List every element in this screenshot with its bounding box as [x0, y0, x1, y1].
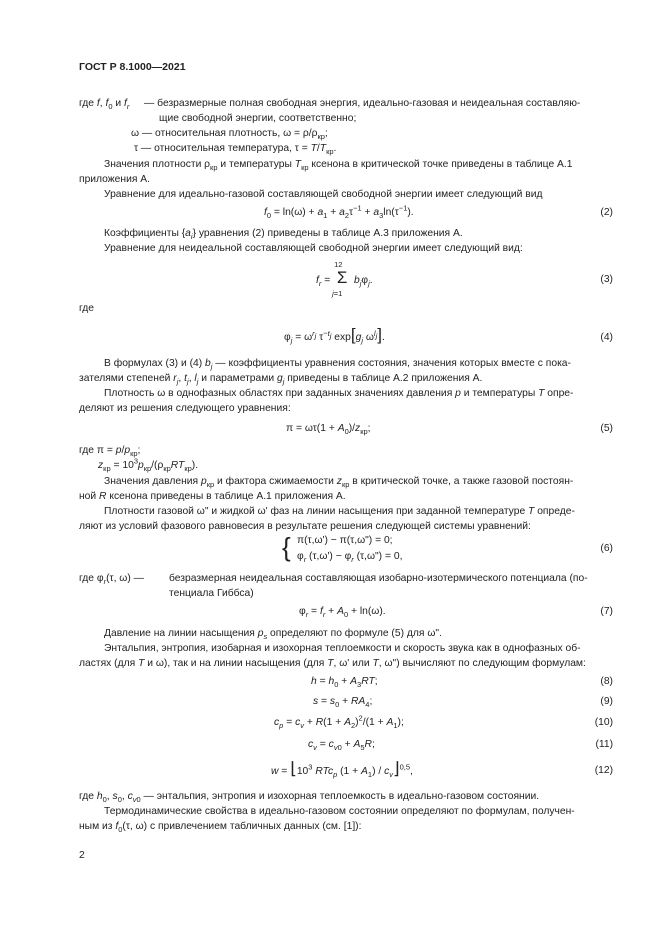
- eq-number-7: (7): [600, 606, 613, 617]
- paragraph-9: Давление на линии насыщения $p_s$ определяют по формуле (5) для ω".: [104, 628, 442, 642]
- equation-9: $s = s_0 + RA_4$;: [313, 696, 373, 710]
- eq-number-11: (11): [595, 739, 613, 750]
- equation-11: $c_v = c_{v0} + A_5R$;: [308, 739, 375, 753]
- paragraph-12a: Термодинамические свойства в идеально-газовом состоянии определяют по формулам, получен-: [104, 806, 575, 817]
- paragraph-8a: Плотности газовой ω" и жидкой ω' фаз на линии насыщения при заданной температуре T опреде-: [104, 506, 575, 517]
- equation-6a: π(τ,ω') − π(τ,ω") = 0;: [297, 535, 393, 546]
- eq-number-10: (10): [594, 717, 613, 728]
- paragraph-7b: ной R ксенона приведены в таблице А.1 приложения А.: [79, 491, 346, 502]
- eq-number-9: (9): [600, 696, 613, 707]
- paragraph-12b: ным из $f_0(\tau$, ω) с привлечением табличных данных (см. [1]):: [79, 821, 362, 835]
- paragraph-1b: приложения А.: [79, 174, 151, 185]
- eq-number-5: (5): [600, 423, 613, 434]
- equation-10: $c_p = c_v + R(1 + A_2)^2/(1 + A_1)$;: [274, 713, 404, 731]
- phi-description-b: тенциала Гиббса): [169, 588, 254, 599]
- defs-omega: ω — относительная плотность, $\omega = \rho/\rho_{кр}$;: [131, 128, 328, 142]
- defs-f-cont: щие свободной энергии, соответственно;: [159, 113, 357, 124]
- eq-number-6: (6): [600, 543, 613, 554]
- equation-3: $f_r$ = 12 Σ j=1 $b_j\varphi_j$.: [316, 260, 373, 298]
- eq-number-2: (2): [600, 207, 613, 218]
- paragraph-11: где $h_0$, $s_0$, $c_{v0}$ — энтальпия, энтропия и изохорная теплоемкость в идеально-газовом состоянии.: [79, 791, 540, 805]
- paragraph-6b: деляют из решения следующего уравнения:: [79, 403, 291, 414]
- where-1: где: [79, 303, 95, 314]
- defs-tau: τ — относительная температура, $\tau = T/T_{кр}$.: [134, 143, 337, 157]
- defs-f: — безразмерные полная свободная энергия, идеально-газовая и неидеальная составляю-: [144, 98, 581, 109]
- equation-8: $h = h_0 + A_3RT$;: [311, 676, 378, 690]
- paragraph-4: Уравнение для неидеальной составляющей свободной энергии имеет следующий вид:: [104, 243, 523, 254]
- paragraph-10a: Энтальпия, энтропия, изобарная и изохорная теплоемкости и скорость звука как в однофазных об-: [104, 643, 581, 654]
- eq-number-8: (8): [600, 676, 613, 687]
- system-brace: {: [282, 532, 291, 562]
- phi-description-a: безразмерная неидеальная составляющая изобарно-изотермического потенциала (по-: [169, 573, 588, 584]
- where-3: где $\varphi_r(\tau$, ω) —: [79, 573, 144, 587]
- page-number: 2: [79, 850, 85, 861]
- defs-intro: где f, $f_0$ и $f_r$: [79, 98, 130, 112]
- paragraph-5a: В формулах (3) и (4) $b_j$ — коэффициенты уравнения состояния, значения которых вместе с пока-: [104, 358, 571, 372]
- equation-12: $w = ⌊10^3$ RTc$_p$ $(1 + A_1)$ / $c_v⌋^{0,5}$,: [271, 759, 413, 780]
- zkr-definition: $z_{кр} = 10^3p_{кр}/(\rho_{кр}RT_{кр})$.: [98, 456, 199, 474]
- equation-5: $\pi = \omega\tau(1 + A_0)/z_{кр}$;: [286, 423, 371, 437]
- equation-4: $\varphi_j = \omega^{r_j}$ $\tau^{-t_j}$ $\exp[g_j$ $\omega^{l_j}$].: [284, 325, 385, 346]
- paragraph-1a: Значения плотности $\rho_{кр}$ и температуры $T_{кр}$ ксенона в критической точке приведены в таблице А.1: [104, 159, 573, 173]
- paragraph-5b: зателями степеней $r_j$, $t_j$, $l_j$ и параметрами $g_j$ приведены в таблице А.2 приложения А.: [79, 373, 483, 387]
- equation-7: $\varphi_r = f_r + A_0 + \ln(\omega)$.: [299, 606, 386, 620]
- eq-number-12: (12): [594, 765, 613, 776]
- paragraph-10b: ластях (для T и ω), так и на линии насыщения (для T, ω' или T, ω") вычисляют по следующим формулам:: [79, 658, 586, 669]
- paragraph-6a: Плотность ω в однофазных областях при заданных значениях давления p и температуры T опре-: [104, 388, 574, 399]
- eq-number-3: (3): [600, 274, 613, 285]
- paragraph-2: Уравнение для идеально-газовой составляющей свободной энергии имеет следующий вид: [104, 189, 543, 200]
- equation-6b: $\varphi_r$ $(\tau,\omega') - \varphi_r$ (τ,ω") = 0,: [297, 551, 403, 565]
- document-code: ГОСТ Р 8.1000—2021: [79, 61, 186, 73]
- equation-2: $f_0 = \ln(\omega) + a_1 + a_2\tau^{-1} + a_3\ln(\tau^{-1})$.: [264, 203, 414, 221]
- eq-number-4: (4): [600, 332, 613, 343]
- where-2: где $\pi = p/p_{кр}$;: [79, 445, 141, 459]
- paragraph-7a: Значения давления $p_{кр}$ и фактора сжимаемости $z_{кр}$ в критической точке, а также газовой постоян-: [104, 476, 574, 490]
- paragraph-3: Коэффициенты $\{a_i\}$ уравнения (2) приведены в таблице А.3 приложения А.: [104, 228, 463, 242]
- paragraph-8b: ляют из условий фазового равновесия в результате решения следующей системы уравнений:: [79, 521, 531, 532]
